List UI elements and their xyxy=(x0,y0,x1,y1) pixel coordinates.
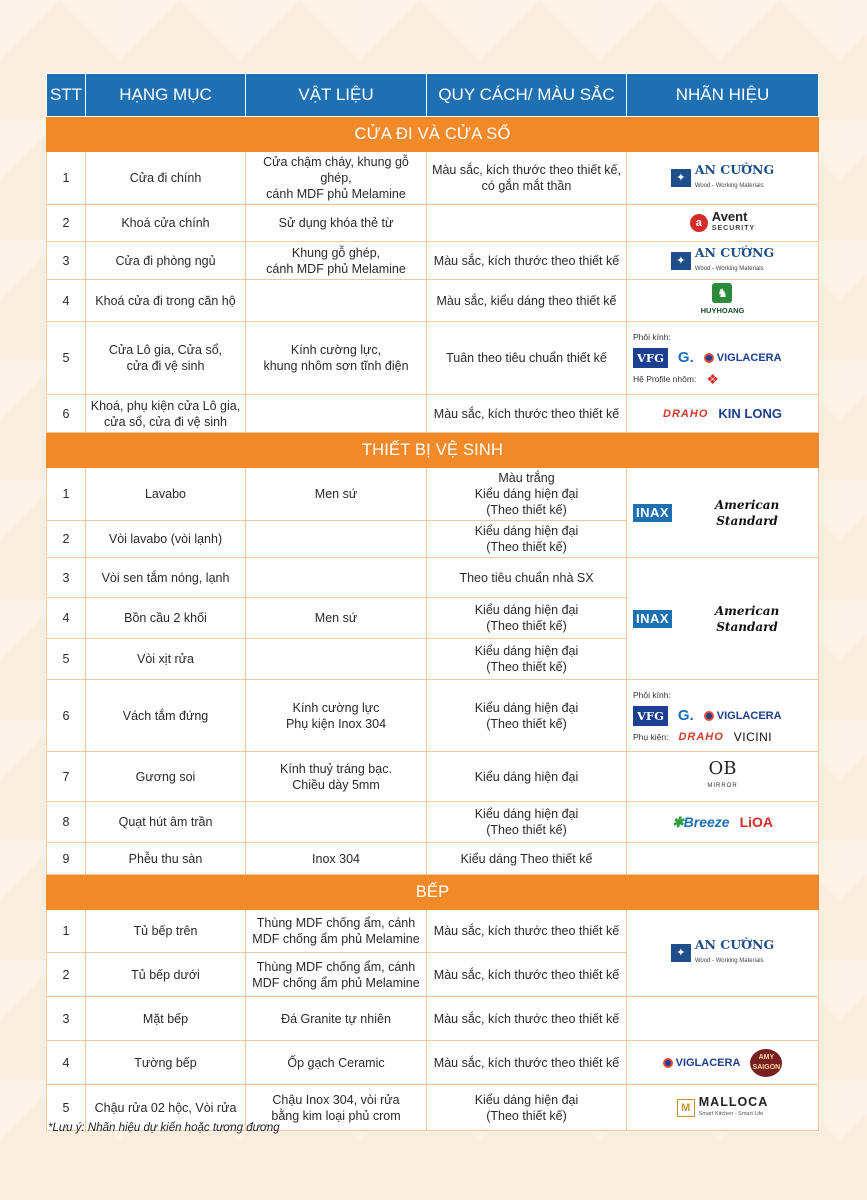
amy-saigon-logo: AMY SAIGON xyxy=(750,1049,782,1077)
table-header-row xyxy=(47,74,819,117)
spec-cell xyxy=(427,205,627,242)
material-cell: Sử dụng khóa thẻ từ xyxy=(246,205,427,242)
an-cuong-name: AN CƯỜNG xyxy=(694,244,775,260)
stt-cell: 2 xyxy=(47,953,86,997)
draho-logo: DRAHO xyxy=(678,730,724,743)
g-glass-logo: G. xyxy=(677,706,694,724)
header-stt: STT xyxy=(47,74,86,117)
spec-cell: Theo tiêu chuẩn nhà SX xyxy=(427,558,627,598)
table-row xyxy=(47,205,819,242)
spec-cell: Màu sắc, kích thước theo thiết kế xyxy=(427,242,627,280)
spec-cell: Kiểu dáng hiện đại (Theo thiết kế) xyxy=(427,1085,627,1131)
an-cuong-emblem-icon: ✦ xyxy=(671,944,691,962)
breeze-star-icon: ✱ xyxy=(671,814,684,830)
spec-cell: Màu sắc, kích thước theo thiết kế, có gắn mắt thần xyxy=(427,152,627,205)
item-cell: Tủ bếp dưới xyxy=(86,953,246,997)
item-cell: Khoá cửa đi trong căn hộ xyxy=(86,280,246,322)
section-title: THIẾT BỊ VỆ SINH xyxy=(47,433,819,468)
avent-logo xyxy=(690,211,755,235)
glass-brands-row xyxy=(633,348,782,368)
stt-cell: 5 xyxy=(47,639,86,680)
header-vat-lieu: VẬT LIỆU xyxy=(246,74,427,117)
huy-hoang-name: HUYHOANG xyxy=(700,305,745,315)
spec-cell: Màu sắc, kích thước theo thiết kế xyxy=(427,1041,627,1085)
material-cell xyxy=(246,395,427,433)
avent-a-icon: a xyxy=(690,214,708,232)
material-cell: Kính cường lực, khung nhôm sơn tĩnh điện xyxy=(246,322,427,395)
stt-cell: 8 xyxy=(47,802,86,843)
stt-cell: 3 xyxy=(47,242,86,280)
material-cell: Thùng MDF chống ẩm, cánh MDF chống ẩm phủ Melamine xyxy=(246,910,427,953)
an-cuong-name: AN CƯỜNG xyxy=(694,162,775,177)
an-cuong-logo xyxy=(671,162,774,194)
header-quy-cach: QUY CÁCH/ MÀU SẮC xyxy=(427,74,627,117)
spec-cell: Kiểu dáng hiện đại (Theo thiết kế) xyxy=(427,680,627,752)
spec-cell: Màu sắc, kích thước theo thiết kế xyxy=(427,997,627,1041)
stt-cell: 7 xyxy=(47,752,86,802)
material-cell: Inox 304 xyxy=(246,843,427,875)
stt-cell: 4 xyxy=(47,1041,86,1085)
sanitary-brands-row xyxy=(633,497,812,529)
spec-cell: Màu sắc, kích thước theo thiết kế xyxy=(427,953,627,997)
sanitary-brands-row xyxy=(633,603,812,635)
g-glass-logo: G. xyxy=(677,349,694,366)
brand-cell xyxy=(627,680,819,752)
viglacera-ring-icon xyxy=(663,1058,673,1068)
item-cell: Mặt bếp xyxy=(86,997,246,1041)
brand-cell xyxy=(627,843,819,875)
item-cell: Lavabo xyxy=(86,468,246,521)
item-cell: Vách tắm đứng xyxy=(86,680,246,752)
table-row xyxy=(47,997,819,1041)
material-cell xyxy=(246,521,427,558)
material-cell: Men sứ xyxy=(246,468,427,521)
spec-cell: Màu sắc, kích thước theo thiết kế xyxy=(427,395,627,433)
material-cell: Chậu Inox 304, vòi rửa bằng kim loại phủ crom xyxy=(246,1085,427,1131)
brand-cell xyxy=(627,752,819,802)
breeze-logo xyxy=(672,814,730,830)
table-row xyxy=(47,752,819,802)
brand-cell xyxy=(627,558,819,680)
specification-table-sheet xyxy=(46,73,818,1131)
brand-cell xyxy=(627,1085,819,1131)
table-row xyxy=(47,242,819,280)
american-standard-logo: American Standard xyxy=(714,497,780,528)
stt-cell: 5 xyxy=(47,322,86,395)
item-cell: Cửa đi phòng ngủ xyxy=(86,242,246,280)
table-row xyxy=(47,680,819,752)
material-cell: Cửa chậm cháy, khung gỗ ghép, cánh MDF phủ Melamine xyxy=(246,152,427,205)
material-cell: Kính cường lực Phụ kiện Inox 304 xyxy=(246,680,427,752)
ob-mirror-mark: OB xyxy=(708,757,737,779)
avent-name: Avent xyxy=(711,209,748,224)
brand-cell xyxy=(627,280,819,322)
stt-cell: 1 xyxy=(47,910,86,953)
an-cuong-tagline: Wood - Working Materials xyxy=(694,958,764,964)
table-row xyxy=(47,910,819,953)
viglacera-ring-icon xyxy=(704,711,714,721)
item-cell: Tủ bếp trên xyxy=(86,910,246,953)
aluminium-profile-row xyxy=(633,371,719,387)
viglacera-ring-icon xyxy=(704,353,714,363)
ob-mirror-name: MIRROR xyxy=(707,782,738,789)
stt-cell: 4 xyxy=(47,280,86,322)
table-row xyxy=(47,558,819,598)
spec-cell: Kiểu dáng hiện đại (Theo thiết kế) xyxy=(427,598,627,639)
item-cell: Chậu rửa 02 hộc, Vòi rửa xyxy=(86,1085,246,1131)
brand-cell xyxy=(627,910,819,997)
fan-brands-row xyxy=(633,814,812,830)
stt-cell: 9 xyxy=(47,843,86,875)
material-cell xyxy=(246,802,427,843)
viglacera-logo xyxy=(704,350,782,366)
vicini-logo: VICINI xyxy=(733,729,773,744)
spec-cell: Kiểu dáng hiện đại (Theo thiết kế) xyxy=(427,802,627,843)
viglacera-name: VIGLACERA xyxy=(716,709,782,722)
table-row xyxy=(47,152,819,205)
tile-brands-row xyxy=(633,1049,812,1077)
he-profile-label: Hệ Profile nhôm: xyxy=(633,374,697,384)
stt-cell: 6 xyxy=(47,395,86,433)
spec-cell: Kiểu dáng Theo thiết kế xyxy=(427,843,627,875)
header-nhan-hieu: NHÃN HIỆU xyxy=(627,74,819,117)
brand-cell xyxy=(627,205,819,242)
huy-hoang-logo xyxy=(701,283,745,319)
item-cell: Tường bếp xyxy=(86,1041,246,1085)
stt-cell: 2 xyxy=(47,521,86,558)
vfg-logo: VFG xyxy=(633,706,668,726)
breeze-name: Breeze xyxy=(683,814,730,830)
an-cuong-tagline: Wood - Working Materials xyxy=(694,183,764,189)
table-row xyxy=(47,280,819,322)
accessory-brands-row xyxy=(633,729,772,745)
item-cell: Quạt hút âm trần xyxy=(86,802,246,843)
material-cell: Khung gỗ ghép, cánh MDF phủ Melamine xyxy=(246,242,427,280)
specification-table xyxy=(46,73,819,1131)
huy-hoang-emblem-icon: ♞ xyxy=(712,283,732,303)
phoi-kinh-label: Phôi kính: xyxy=(633,689,671,700)
brand-cell xyxy=(627,1041,819,1085)
material-cell: Ốp gạch Ceramic xyxy=(246,1041,427,1085)
an-cuong-emblem-icon: ✦ xyxy=(671,252,691,270)
viglacera-name: VIGLACERA xyxy=(675,1056,741,1069)
malloca-logo xyxy=(677,1096,769,1120)
glass-brands-row xyxy=(633,706,782,726)
spec-cell: Màu trắng Kiểu dáng hiện đại (Theo thiết kế) xyxy=(427,468,627,521)
brand-cell xyxy=(627,242,819,280)
table-row xyxy=(47,468,819,521)
section-row-doors-windows xyxy=(47,117,819,152)
section-title: CỬA ĐI VÀ CỬA SỔ xyxy=(47,117,819,152)
brand-cell xyxy=(627,395,819,433)
table-row xyxy=(47,1041,819,1085)
brand-cell xyxy=(627,152,819,205)
item-cell: Cửa Lô gia, Cửa sổ, cửa đi vệ sinh xyxy=(86,322,246,395)
table-row xyxy=(47,802,819,843)
vfg-logo: VFG xyxy=(633,348,668,368)
avent-tagline: SECURITY xyxy=(711,225,756,232)
item-cell: Khoá, phụ kiện cửa Lô gia, cửa sổ, cửa đi vệ sinh xyxy=(86,395,246,433)
spec-cell: Tuân theo tiêu chuẩn thiết kế xyxy=(427,322,627,395)
material-cell xyxy=(246,639,427,680)
item-cell: Vòi sen tắm nóng, lạnh xyxy=(86,558,246,598)
brand-cell xyxy=(627,322,819,395)
spec-cell: Màu sắc, kiểu dáng theo thiết kế xyxy=(427,280,627,322)
table-row xyxy=(47,322,819,395)
american-standard-logo: American Standard xyxy=(714,603,780,634)
phoi-kinh-label: Phôi kính: xyxy=(633,332,671,342)
spec-cell: Kiểu dáng hiện đại (Theo thiết kế) xyxy=(427,521,627,558)
stt-cell: 1 xyxy=(47,468,86,521)
material-cell xyxy=(246,280,427,322)
an-cuong-logo xyxy=(671,937,774,969)
draho-logo: DRAHO xyxy=(663,407,709,420)
section-title: BẾP xyxy=(47,875,819,910)
kin-long-logo: KIN LONG xyxy=(718,405,782,421)
item-cell: Cửa đi chính xyxy=(86,152,246,205)
item-cell: Phễu thu sàn xyxy=(86,843,246,875)
inax-logo: INAX xyxy=(633,610,672,628)
stt-cell: 4 xyxy=(47,598,86,639)
section-row-sanitary xyxy=(47,433,819,468)
spec-cell: Kiểu dáng hiện đại (Theo thiết kế) xyxy=(427,639,627,680)
lioa-logo: LiOA xyxy=(739,814,774,830)
material-cell: Đá Granite tự nhiên xyxy=(246,997,427,1041)
phu-kien-label: Phụ kiện: xyxy=(633,731,669,742)
brand-cell xyxy=(627,468,819,558)
inax-logo: INAX xyxy=(633,504,672,522)
aluminium-brand-emblem-icon: ❖ xyxy=(706,371,719,387)
stt-cell: 2 xyxy=(47,205,86,242)
table-row xyxy=(47,395,819,433)
brand-cell xyxy=(627,802,819,843)
item-cell: Vòi xịt rửa xyxy=(86,639,246,680)
section-row-kitchen xyxy=(47,875,819,910)
material-cell: Thùng MDF chống ẩm, cánh MDF chống ẩm phủ Melamine xyxy=(246,953,427,997)
material-cell: Kính thuỷ tráng bạc. Chiều dày 5mm xyxy=(246,752,427,802)
an-cuong-name: AN CƯỜNG xyxy=(694,937,775,952)
item-cell: Gương soi xyxy=(86,752,246,802)
spec-cell: Kiểu dáng hiện đại xyxy=(427,752,627,802)
an-cuong-emblem-icon: ✦ xyxy=(671,169,691,187)
hardware-brands-row xyxy=(633,406,812,422)
item-cell: Bồn cầu 2 khối xyxy=(86,598,246,639)
an-cuong-logo xyxy=(671,245,774,277)
malloca-tagline: Smart Kitchen - Smart Life xyxy=(698,1110,764,1117)
material-cell: Men sứ xyxy=(246,598,427,639)
viglacera-name: VIGLACERA xyxy=(716,352,782,364)
stt-cell: 3 xyxy=(47,558,86,598)
viglacera-logo xyxy=(663,1055,741,1071)
malloca-name: MALLOCA xyxy=(698,1094,769,1109)
brand-cell xyxy=(627,997,819,1041)
stt-cell: 6 xyxy=(47,680,86,752)
ob-mirror-logo xyxy=(707,757,738,794)
stt-cell: 1 xyxy=(47,152,86,205)
item-cell: Khoá cửa chính xyxy=(86,205,246,242)
stt-cell: 5 xyxy=(47,1085,86,1131)
footnote: *Lưu ý: Nhãn hiệu dự kiến hoặc tương đương xyxy=(48,1122,280,1134)
table-row xyxy=(47,843,819,875)
viglacera-logo xyxy=(704,708,782,724)
header-hang-muc: HẠNG MỤC xyxy=(86,74,246,117)
malloca-m-icon: M xyxy=(677,1099,695,1117)
spec-cell: Màu sắc, kích thước theo thiết kế xyxy=(427,910,627,953)
an-cuong-tagline: Wood - Working Materials xyxy=(694,265,764,272)
item-cell: Vòi lavabo (vòi lạnh) xyxy=(86,521,246,558)
stt-cell: 3 xyxy=(47,997,86,1041)
material-cell xyxy=(246,558,427,598)
